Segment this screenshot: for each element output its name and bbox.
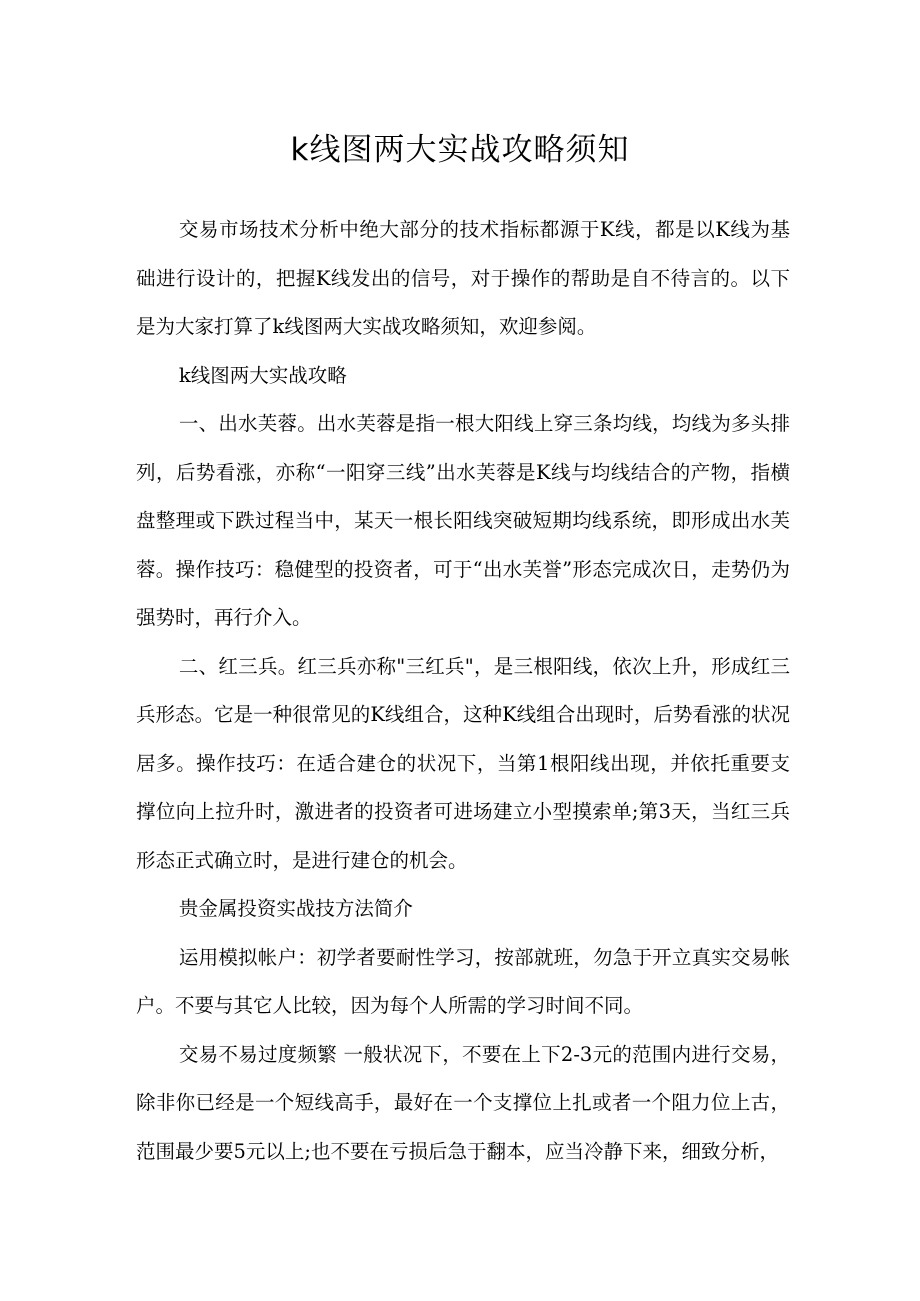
paragraph-demo-account: 运用模拟帐户：初学者要耐性学习，按部就班，勿急于开立真实交易帐户。不要与其它人比较，因为每个人所需的学习时间不同。 [136,945,790,1017]
document-title: k线图两大实战攻略须知 [290,132,630,168]
paragraph-chushui-furong: 一、出水芙蓉。出水芙蓉是指一根大阳线上穿三条均线，均线为多头排列，后势看涨，亦称“一阳穿三线”出水芙蓉是K线与均线结合的产物，指横盘整理或下跌过程当中，某天一根长阳线突破短期均线系统，即形成出水芙蓉。操作技巧：稳健型的投资者，可于“出水芙誉”形态完成次日，走势仍为强势时，再行介入。 [136,412,790,629]
paragraph-intro: 交易市场技术分析中绝大部分的技术指标都源于K线，都是以K线为基础进行设计的，把握K线发出的信号，对于操作的帮助是自不待言的。以下是为大家打算了k线图两大实战攻略须知，欢迎参阅。 [136,218,790,338]
paragraph-section-heading: k线图两大实战攻略 [178,363,347,387]
paragraph-metals-heading: 贵金属投资实战技方法简介 [178,897,413,920]
paragraph-hong-san-bing: 二、红三兵。红三兵亦称"三红兵"，是三根阳线，依次上升，形成红三兵形态。它是一种很常见的K线组合，这种K线组合出现时，后势看涨的状况居多。操作技巧：在适合建仓的状况下，当第1根阳线出现，并依托重要支撑位向上拉升时，激进者的投资者可进场建立小型摸索单;第3天，当红三兵形态正式确立时，是进行建仓的机会。 [136,654,790,872]
paragraph-trade-frequency: 交易不易过度频繁 一般状况下，不要在上下2-3元的范围内进行交易，除非你已经是一个短线高手，最好在一个支撑位上扎或者一个阻力位上古，范围最少要5元以上;也不要在亏损后急于翻本，应当冷静下来，细致分析， [136,1042,790,1163]
document-body [136,206,790,1176]
